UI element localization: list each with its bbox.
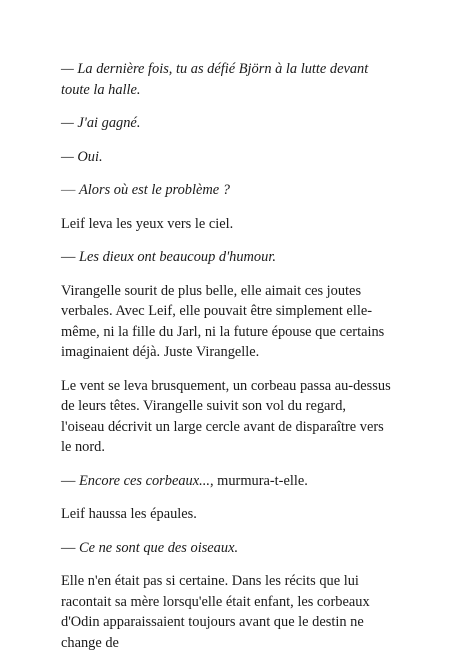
- paragraph-2-text: — J'ai gagné.: [61, 115, 141, 131]
- paragraph-9-italic: Encore ces corbeaux...: [79, 472, 210, 489]
- paragraph-6: [61, 247, 392, 268]
- paragraph-12-text: Elle n'en était pas si certaine. Dans les récits que lui racontait sa mère lorsqu'elle était enfant, les corbeaux d'Odin apparaissaient toujours avant que le destin ne change de: [61, 573, 370, 651]
- paragraph-8: [61, 376, 392, 458]
- paragraph-5: [61, 214, 392, 235]
- paragraph-11: [61, 538, 392, 559]
- paragraph-5-text: Leif leva les yeux vers le ciel.: [61, 215, 234, 232]
- paragraph-10-text: Leif haussa les épaules.: [61, 506, 197, 522]
- paragraph-7: [61, 281, 392, 363]
- paragraph-6-text: Les dieux ont beaucoup d'humour.: [79, 249, 276, 265]
- paragraph-1: [61, 59, 392, 100]
- paragraph-10: [61, 504, 392, 525]
- paragraph-7-text: Virangelle sourit de plus belle, elle aimait ces joutes verbales. Avec Leif, elle pouvait être simplement elle-même, ni la fille du Jarl, ni la future épouse que certains imaginaient déjà. Juste Virangelle.: [61, 282, 385, 360]
- paragraph-3-text: — Oui.: [61, 148, 103, 165]
- paragraph-3: [61, 147, 392, 168]
- paragraph-4-dash: —: [61, 182, 79, 198]
- paragraph-6-dash: —: [61, 249, 79, 265]
- paragraph-11-italic: Ce ne sont que des oiseaux.: [79, 539, 239, 556]
- paragraph-1-text: — La dernière fois, tu as défié Björn à la lutte devant toute la halle.: [61, 61, 369, 98]
- paragraph-12: [61, 571, 392, 653]
- paragraph-4: [61, 180, 392, 201]
- paragraph-11-dash: —: [61, 539, 79, 556]
- paragraph-9-dash: —: [61, 472, 79, 489]
- paragraph-8-text: Le vent se leva brusquement, un corbeau passa au-dessus de leurs têtes. Virangelle suivit son vol du regard, l'oiseau décrivit un large cercle avant de disparaître vers le nord.: [61, 377, 391, 455]
- paragraph-9: [61, 471, 392, 492]
- paragraph-9-rest: , murmura-t-elle.: [209, 472, 308, 489]
- paragraph-4-text: Alors où est le problème ?: [79, 182, 230, 198]
- paragraph-2: [61, 113, 392, 134]
